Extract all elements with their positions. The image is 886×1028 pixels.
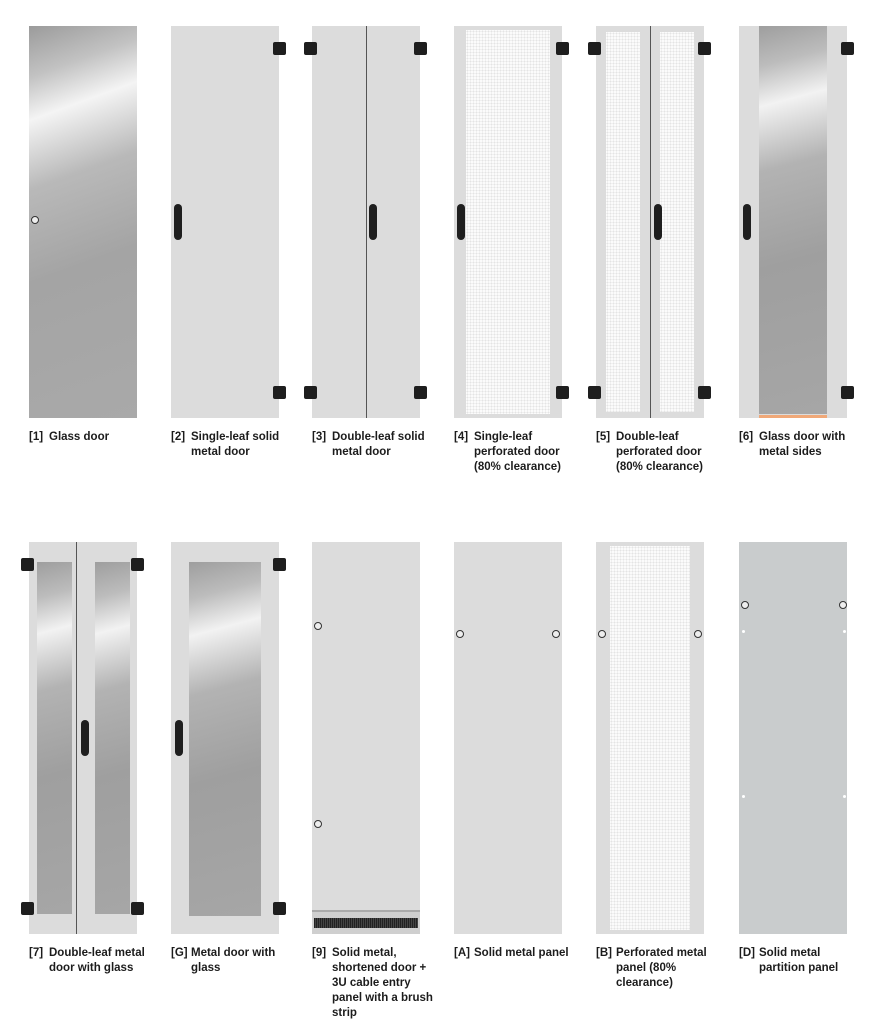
lock-knob-icon xyxy=(456,630,464,638)
item-label: [7] Double-leaf metal door with glass xyxy=(29,947,145,974)
hinge-icon xyxy=(841,386,854,399)
item-label: [4] Single-leaf perforated door (80% clearance) xyxy=(454,431,561,473)
double-perforated-door-image xyxy=(596,26,704,418)
hinge-icon xyxy=(273,902,286,915)
brush-strip-panel xyxy=(312,910,420,934)
lock-knob-icon xyxy=(314,622,322,630)
hinge-icon xyxy=(588,386,601,399)
door-handle-icon xyxy=(369,204,377,240)
hinge-icon xyxy=(273,558,286,571)
lock-knob-icon xyxy=(31,216,39,224)
perforated-panel-image xyxy=(596,542,704,934)
lock-knob-icon xyxy=(552,630,560,638)
door-handle-icon xyxy=(175,720,183,756)
item-label: [6] Glass door with metal sides xyxy=(739,431,846,458)
door-handle-icon xyxy=(81,720,89,756)
double-solid-door-image xyxy=(312,26,420,418)
hinge-icon xyxy=(414,42,427,55)
hinge-icon xyxy=(131,902,144,915)
item-label: [A] Solid metal panel xyxy=(454,947,569,959)
hinge-icon xyxy=(21,558,34,571)
hinge-icon xyxy=(414,386,427,399)
hinge-icon xyxy=(304,386,317,399)
hinge-icon xyxy=(304,42,317,55)
hinge-icon xyxy=(273,386,286,399)
glass-metal-sides-door-image xyxy=(739,26,847,418)
door-handle-icon xyxy=(457,204,465,240)
hinge-icon xyxy=(588,42,601,55)
item-label: [2] Single-leaf solid metal door xyxy=(171,431,280,458)
lock-knob-icon xyxy=(598,630,606,638)
hinge-icon xyxy=(131,558,144,571)
partition-panel-image xyxy=(739,542,847,934)
lock-knob-icon xyxy=(839,601,847,609)
door-handle-icon xyxy=(654,204,662,240)
hinge-icon xyxy=(273,42,286,55)
shortened-door-image xyxy=(312,542,420,934)
hinge-icon xyxy=(21,902,34,915)
hinge-icon xyxy=(556,386,569,399)
solid-metal-door-image xyxy=(171,26,279,418)
item-label: [B] Perforated metal panel (80% clearance) xyxy=(596,947,707,989)
lock-knob-icon xyxy=(741,601,749,609)
lock-knob-icon xyxy=(694,630,702,638)
metal-glass-door-image xyxy=(171,542,279,934)
item-label: [G] Metal door with glass xyxy=(171,947,276,974)
door-handle-icon xyxy=(174,204,182,240)
glass-door-image xyxy=(29,26,137,418)
hinge-icon xyxy=(698,42,711,55)
item-label: [1] Glass door xyxy=(29,431,110,443)
item-label: [D] Solid metal partition panel xyxy=(739,947,839,974)
double-metal-glass-door-image xyxy=(29,542,137,934)
item-label: [5] Double-leaf perforated door (80% clearance) xyxy=(596,431,703,473)
solid-panel-image xyxy=(454,542,562,934)
item-label: [9] Solid metal, shortened door + 3U cable entry panel with a brush strip xyxy=(312,947,433,1019)
hinge-icon xyxy=(698,386,711,399)
perforated-door-image xyxy=(454,26,562,418)
hinge-icon xyxy=(556,42,569,55)
lock-knob-icon xyxy=(314,820,322,828)
item-label: [3] Double-leaf solid metal door xyxy=(312,431,425,458)
hinge-icon xyxy=(841,42,854,55)
door-handle-icon xyxy=(743,204,751,240)
